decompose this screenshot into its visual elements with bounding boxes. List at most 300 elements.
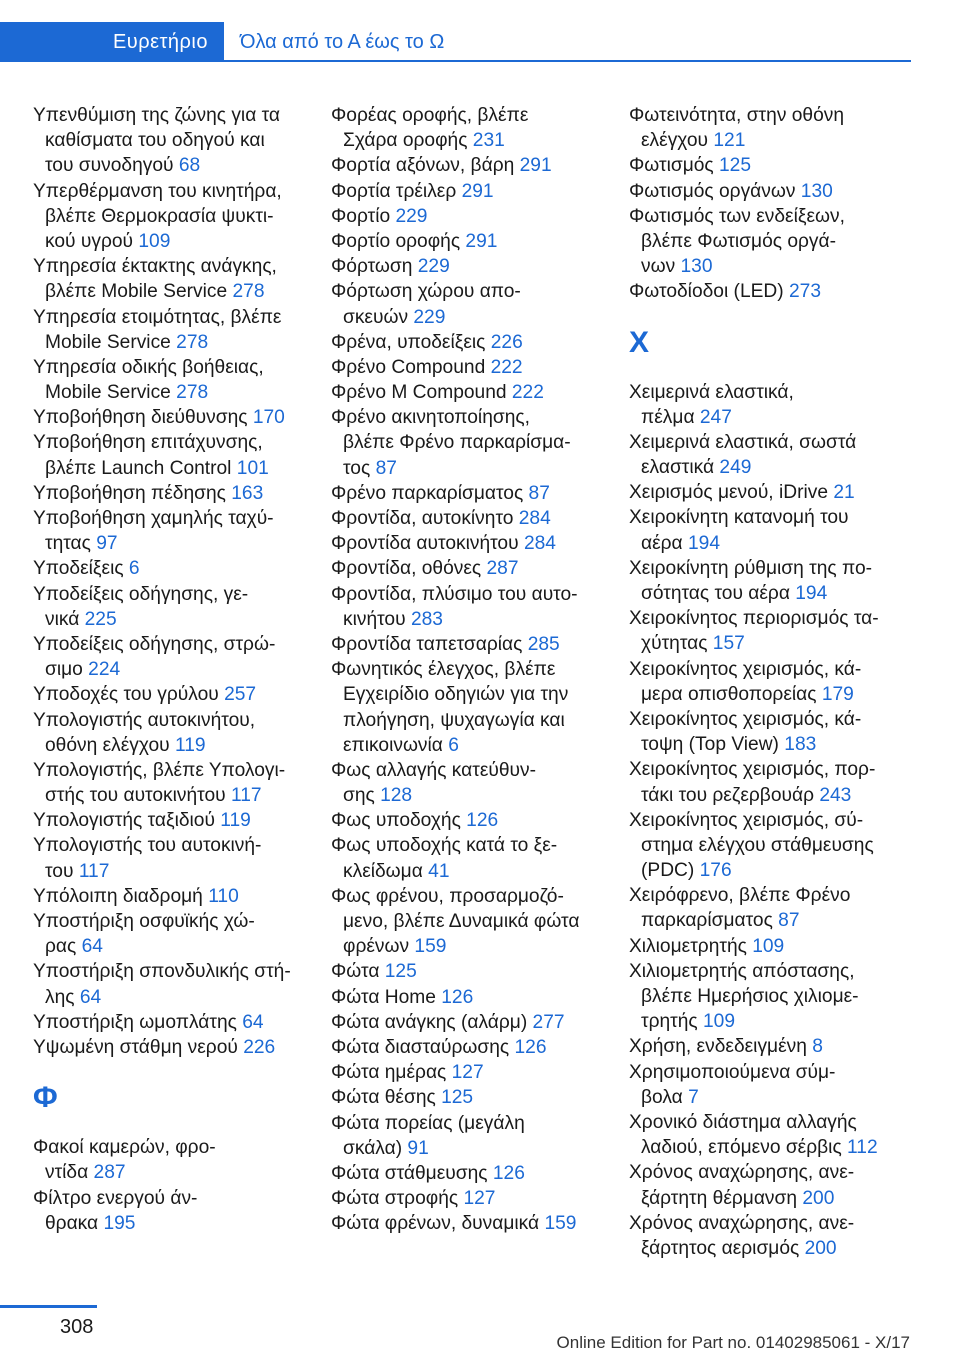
- page-link[interactable]: 222: [490, 356, 523, 378]
- page-link[interactable]: 224: [88, 659, 121, 681]
- entry-text: κινήτου: [343, 608, 411, 630]
- index-entry: [33, 1135, 323, 1160]
- entry-text: Υποδείξεις οδήγησης, στρώ-: [33, 633, 276, 655]
- page-link[interactable]: 157: [712, 633, 745, 655]
- index-entry: [629, 480, 929, 505]
- tab-a-to-z[interactable]: Όλα από το Α έως το Ω: [224, 22, 911, 62]
- page-link[interactable]: 127: [451, 1062, 484, 1084]
- index-entry-continuation: [331, 607, 621, 632]
- index-entry: [33, 405, 323, 430]
- index-entry-continuation: [331, 859, 621, 884]
- index-entry-continuation: [331, 456, 621, 481]
- index-entry: [33, 682, 323, 707]
- entry-text: σιμο: [45, 659, 89, 681]
- index-entry-continuation: [331, 682, 621, 707]
- tab-index[interactable]: Ευρετήριο: [0, 22, 224, 62]
- index-entry: [331, 254, 621, 279]
- entry-text: Υποδείξεις οδήγησης, γε-: [33, 583, 249, 605]
- index-entry-continuation: [33, 380, 323, 405]
- index-entry: [331, 833, 621, 858]
- page-number: 308: [60, 1316, 94, 1338]
- page-link[interactable]: 291: [465, 230, 498, 252]
- page-link[interactable]: 119: [220, 810, 251, 832]
- entry-text: Υπερθέρμανση του κινητήρα,: [33, 180, 282, 202]
- index-entry-continuation: [33, 279, 323, 304]
- index-entry: [629, 1034, 929, 1059]
- entry-text: τρητής: [641, 1011, 703, 1033]
- index-entry: [331, 405, 621, 430]
- entry-text: Υποδοχές του γρύλου: [33, 684, 225, 706]
- page-link[interactable]: 126: [514, 1036, 547, 1058]
- index-entry: [629, 1211, 929, 1236]
- index-entry-continuation: [33, 657, 323, 682]
- entry-text: Φωτισμός των ενδείξεων,: [629, 205, 845, 227]
- page-link[interactable]: 125: [384, 961, 417, 983]
- index-column-1: [33, 103, 323, 1236]
- page-link[interactable]: 128: [380, 785, 413, 807]
- entry-text: Φως υποδοχής κατά το ξε-: [331, 835, 558, 857]
- index-entry-continuation: [33, 733, 323, 758]
- entry-text: Φώτα στροφής: [331, 1188, 464, 1210]
- index-entry: [331, 229, 621, 254]
- entry-text: βλέπε Φρένο παρκαρίσμα-: [343, 432, 571, 454]
- index-entry: [33, 103, 323, 128]
- entry-text: λης: [45, 986, 80, 1008]
- index-entry: [331, 657, 621, 682]
- entry-text: Φώτα διασταύρωσης: [331, 1036, 515, 1058]
- index-entry-continuation: [33, 1211, 323, 1236]
- page-link[interactable]: 87: [375, 457, 397, 479]
- index-entry: [629, 1060, 929, 1085]
- index-entry: [629, 279, 929, 304]
- entry-text: ρας: [45, 936, 82, 958]
- index-entry: [629, 179, 929, 204]
- entry-text: λαδιού, επόμενο σέρβις: [641, 1137, 848, 1159]
- page-link[interactable]: 287: [486, 558, 519, 580]
- page-link[interactable]: 130: [800, 180, 833, 202]
- entry-text: Χιλιομετρητής: [629, 935, 753, 957]
- entry-text: Χειροκίνητη ρύθμιση της πο-: [629, 557, 873, 579]
- entry-text: Υπολογιστής, βλέπε Υπολογι-: [33, 759, 286, 781]
- index-entry-continuation: [629, 908, 929, 933]
- entry-text: Φώτα θέσης: [331, 1087, 442, 1109]
- page-link[interactable]: 200: [802, 1187, 835, 1209]
- index-entry-continuation: [33, 783, 323, 808]
- index-entry-continuation: [629, 229, 929, 254]
- index-entry-continuation: [33, 153, 323, 178]
- page-link[interactable]: 283: [410, 608, 443, 630]
- index-column-3: [629, 103, 929, 1261]
- entry-text: Υποβοήθηση χαμηλής ταχύ-: [33, 508, 274, 529]
- index-entry: [331, 1035, 621, 1060]
- entry-text: Χειροκίνητος χειρισμός, σύ-: [629, 809, 864, 831]
- page-link[interactable]: 170: [252, 407, 285, 429]
- page-link[interactable]: 226: [243, 1036, 276, 1058]
- index-entry-continuation: [33, 330, 323, 355]
- entry-text: στημα ελέγχου στάθμευσης: [641, 834, 874, 856]
- page-link[interactable]: 285: [527, 633, 560, 655]
- index-entry-continuation: [33, 934, 323, 959]
- page-link[interactable]: 119: [174, 734, 206, 756]
- page-link[interactable]: 229: [395, 205, 428, 227]
- index-entry: [33, 909, 323, 934]
- entry-text: κού υγρού: [45, 230, 139, 252]
- entry-text: Φώτα ανάγκης (αλάρμ): [331, 1011, 533, 1033]
- index-entry: [33, 808, 323, 833]
- entry-text: Φωτισμός οργάνων: [629, 180, 801, 202]
- page-link[interactable]: 127: [463, 1188, 496, 1210]
- index-entry: [331, 380, 621, 405]
- entry-text: Φόρτωση: [331, 256, 418, 278]
- entry-text: Χρήση, ενδεδειγμένη: [629, 1036, 813, 1058]
- entry-text: χύτητας: [641, 633, 713, 655]
- entry-text: αέρα: [641, 532, 688, 554]
- index-entry: [331, 1186, 621, 1211]
- index-entry: [33, 556, 323, 581]
- page-link[interactable]: 64: [79, 986, 102, 1008]
- index-entry: [629, 153, 929, 178]
- entry-text: ελαστικά: [641, 457, 720, 479]
- index-entry-continuation: [33, 859, 323, 884]
- index-entry-continuation: [331, 783, 621, 808]
- entry-text: Φροντίδα, οθόνες: [331, 558, 487, 580]
- index-entry: [331, 204, 621, 229]
- index-entry: [331, 884, 621, 909]
- index-entry: [331, 959, 621, 984]
- index-entry-continuation: [33, 456, 323, 481]
- page-link[interactable]: 200: [804, 1237, 837, 1259]
- index-entry: [33, 1186, 323, 1211]
- index-column-2: [331, 103, 621, 1236]
- page-link[interactable]: 226: [490, 331, 523, 353]
- page-link[interactable]: 278: [232, 281, 265, 303]
- entry-text: ελέγχου: [641, 130, 714, 152]
- entry-text: Υπηρεσία οδικής βοήθειας,: [33, 356, 264, 378]
- page-link[interactable]: 126: [466, 810, 499, 832]
- entry-text: τητας: [45, 533, 97, 555]
- index-entry: [331, 355, 621, 380]
- index-entry: [629, 707, 929, 732]
- entry-text: Χειροκίνητη κατανομή του: [629, 507, 849, 529]
- page-link[interactable]: 125: [719, 155, 752, 177]
- page-link[interactable]: 112: [847, 1137, 878, 1159]
- entry-text: Εγχειρίδιο οδηγιών για την: [343, 684, 569, 706]
- page-link[interactable]: 159: [544, 1213, 577, 1235]
- entry-text: Φρένα, υποδείξεις: [331, 331, 491, 353]
- index-entry-continuation: [629, 631, 929, 656]
- entry-text: Φωτεινότητα, στην οθόνη: [629, 105, 845, 126]
- footer-rule: [0, 1305, 97, 1308]
- index-entry-continuation: [33, 204, 323, 229]
- entry-text: Χειροκίνητος χειρισμός, κά-: [629, 708, 862, 730]
- page-link[interactable]: 159: [414, 936, 447, 958]
- index-entry-continuation: [629, 1135, 929, 1160]
- page-link[interactable]: 109: [752, 935, 785, 957]
- page-link[interactable]: 287: [93, 1162, 126, 1184]
- index-entry-continuation: [331, 128, 621, 153]
- index-entry: [33, 1010, 323, 1035]
- entry-text: νων: [641, 256, 681, 278]
- index-entry-continuation: [629, 405, 929, 430]
- page-link[interactable]: 229: [417, 256, 450, 278]
- page-link[interactable]: 121: [713, 130, 746, 152]
- index-entry: [629, 808, 929, 833]
- index-entry: [629, 657, 929, 682]
- page-link[interactable]: 68: [178, 155, 201, 177]
- page-link[interactable]: 229: [413, 306, 446, 328]
- entry-text: Υπηρεσία έκτακτης ανάγκης,: [33, 256, 277, 278]
- index-entry-continuation: [629, 1186, 929, 1211]
- entry-text: Φρένο M Compound: [331, 382, 512, 404]
- page-link[interactable]: 176: [699, 860, 732, 882]
- entry-text: του συνοδηγού: [45, 155, 179, 177]
- page-link[interactable]: 109: [703, 1011, 736, 1033]
- page-link[interactable]: 179: [821, 683, 854, 705]
- index-entry-continuation: [33, 607, 323, 632]
- entry-text: Φόρτωση χώρου απο-: [331, 281, 521, 303]
- page-link[interactable]: 257: [224, 684, 257, 706]
- entry-text: Φως υποδοχής: [331, 810, 467, 832]
- entry-text: στής του αυτοκινήτου: [45, 785, 231, 807]
- entry-text: Υποστήριξη ωμοπλάτης: [33, 1011, 243, 1033]
- entry-text: Φρένο ακινητοποίησης,: [331, 407, 530, 429]
- index-entry-continuation: [629, 1085, 929, 1110]
- entry-text: Υψωμένη στάθμη νερού: [33, 1036, 244, 1058]
- page-link[interactable]: 101: [236, 457, 269, 479]
- page-link[interactable]: 194: [688, 532, 721, 554]
- entry-text: Χειμερινά ελαστικά, σωστά: [629, 431, 857, 453]
- page-link[interactable]: 277: [532, 1011, 565, 1033]
- index-entry-continuation: [33, 531, 323, 556]
- index-entry: [331, 531, 621, 556]
- index-entry: [629, 934, 929, 959]
- page-link[interactable]: 125: [441, 1087, 474, 1109]
- index-entry-continuation: [629, 1009, 929, 1034]
- entry-text: του: [45, 860, 79, 882]
- index-entry-continuation: [629, 732, 929, 757]
- entry-text: Υπενθύμιση της ζώνης για τα: [33, 105, 281, 126]
- entry-text: Φορτίο: [331, 205, 396, 227]
- entry-text: πλοήγηση, ψυχαγωγία και: [343, 709, 565, 731]
- section-letter: Χ: [629, 325, 650, 359]
- page-link[interactable]: 6: [128, 558, 140, 580]
- page-link[interactable]: 64: [81, 936, 103, 958]
- entry-text: Φροντίδα, αυτοκίνητο: [331, 508, 519, 529]
- page-link[interactable]: 278: [176, 331, 209, 353]
- index-entry-continuation: [331, 934, 621, 959]
- entry-text: κλείδωμα: [343, 860, 429, 882]
- page-link[interactable]: 247: [699, 406, 732, 428]
- page-link[interactable]: 195: [103, 1212, 136, 1234]
- index-entry: [33, 833, 323, 858]
- entry-text: πέλμα: [641, 406, 700, 428]
- index-entry: [331, 1060, 621, 1085]
- index-entry: [331, 103, 621, 128]
- index-entry: [331, 1010, 621, 1035]
- page-link[interactable]: 130: [680, 256, 713, 278]
- index-entry-continuation: [331, 708, 621, 733]
- entry-text: σης: [343, 785, 381, 807]
- entry-text: Χρόνος αναχώρησης, ανε-: [629, 1162, 855, 1184]
- entry-text: Χρησιμοποιούμενα σύμ-: [629, 1061, 836, 1083]
- entry-text: Φώτα πορείας (μεγάλη: [331, 1112, 525, 1134]
- page-link[interactable]: 243: [819, 784, 852, 806]
- entry-text: Χειροκίνητος περιορισμός τα-: [629, 608, 879, 630]
- page-link[interactable]: 97: [96, 533, 118, 555]
- entry-text: Φορτία αξόνων, βάρη: [331, 155, 520, 177]
- entry-text: ξάρτητη θέρμανση: [641, 1187, 803, 1209]
- index-entry: [33, 254, 323, 279]
- index-entry: [331, 279, 621, 304]
- page-link[interactable]: 7: [688, 1086, 699, 1108]
- index-entry: [33, 708, 323, 733]
- header-tabs: [0, 22, 895, 62]
- index-entry-continuation: [629, 984, 929, 1009]
- index-entry: [331, 153, 621, 178]
- entry-text: βλέπε Launch Control: [45, 457, 237, 479]
- page-link[interactable]: 225: [84, 608, 117, 630]
- page-link[interactable]: 6: [448, 734, 459, 756]
- page-link[interactable]: 117: [78, 860, 110, 882]
- entry-text: καθίσματα του οδηγού και: [45, 130, 265, 152]
- entry-text: Φρένο Compound: [331, 356, 491, 378]
- section-letter: Φ: [33, 1081, 58, 1115]
- page-link[interactable]: 41: [428, 860, 450, 882]
- entry-text: Σχάρα οροφής: [343, 130, 473, 152]
- index-entry: [629, 606, 929, 631]
- entry-text: Φως φρένου, προσαρμοζό-: [331, 885, 564, 907]
- page-link[interactable]: 273: [789, 281, 822, 303]
- entry-text: Φώτα στάθμευσης: [331, 1162, 493, 1184]
- page-link[interactable]: 194: [795, 583, 828, 604]
- entry-text: φρένων: [343, 936, 415, 958]
- entry-text: Φώτα Home: [331, 986, 442, 1008]
- page-link[interactable]: 163: [231, 482, 264, 504]
- index-entry-continuation: [331, 909, 621, 934]
- page-link[interactable]: 291: [461, 180, 494, 202]
- index-entry-continuation: [33, 128, 323, 153]
- index-entry-continuation: [33, 229, 323, 254]
- page-link[interactable]: 91: [407, 1137, 429, 1159]
- entry-text: βλέπε Θερμοκρασία ψυκτι-: [45, 205, 274, 227]
- page-link[interactable]: 87: [528, 482, 550, 504]
- page-link[interactable]: 87: [778, 910, 800, 932]
- index-entry-continuation: [629, 455, 929, 480]
- entry-text: Υπολογιστής ταξιδιού: [33, 810, 221, 832]
- index-entry: [331, 179, 621, 204]
- index-entry-continuation: [629, 128, 929, 153]
- page-link[interactable]: 291: [519, 155, 552, 177]
- page-link[interactable]: 8: [812, 1036, 823, 1058]
- page-link[interactable]: 109: [138, 230, 171, 252]
- index-entry: [629, 103, 929, 128]
- entry-text: σκάλα): [343, 1137, 408, 1159]
- entry-text: βλέπε Mobile Service: [45, 281, 233, 303]
- entry-text: Χρονικό διάστημα αλλαγής: [629, 1111, 857, 1133]
- entry-text: Φως αλλαγής κατεύθυν-: [331, 759, 537, 781]
- index-entry: [331, 632, 621, 657]
- entry-text: βλέπε Φωτισμός οργά-: [641, 230, 836, 252]
- page-link[interactable]: 284: [523, 533, 556, 555]
- entry-text: Χειμερινά ελαστικά,: [629, 381, 794, 403]
- entry-text: τος: [343, 457, 376, 479]
- entry-text: Υπολογιστής του αυτοκινή-: [33, 835, 262, 857]
- index-entry: [331, 330, 621, 355]
- entry-text: ξάρτητος αερισμός: [641, 1237, 805, 1259]
- index-entry: [629, 556, 929, 581]
- index-entry: [331, 506, 621, 531]
- entry-text: Φώτα φρένων, δυναμικά: [331, 1213, 545, 1235]
- entry-text: μερα οπισθοπορείας: [641, 683, 822, 705]
- page-link[interactable]: 21: [833, 482, 855, 504]
- entry-text: Χειρισμός μενού, iDrive: [629, 482, 834, 504]
- index-entry: [33, 758, 323, 783]
- index-entry: [629, 505, 929, 530]
- index-entry-continuation: [33, 1160, 323, 1185]
- page-link[interactable]: 117: [230, 785, 262, 807]
- page-link[interactable]: 110: [208, 885, 239, 907]
- entry-text: Φορτία τρέιλερ: [331, 180, 462, 202]
- entry-text: Φροντίδα ταπετσαρίας: [331, 633, 528, 655]
- entry-text: Φωτισμός: [629, 155, 720, 177]
- index-entry: [33, 481, 323, 506]
- entry-text: Φώτα ημέρας: [331, 1062, 452, 1084]
- index-entry: [629, 1110, 929, 1135]
- entry-text: Υποστήριξη σπονδυλικής στή-: [33, 961, 291, 983]
- entry-text: μενο, βλέπε Δυναμικά φώτα: [343, 911, 580, 932]
- index-entry: [33, 305, 323, 330]
- entry-text: θρακα: [45, 1212, 104, 1234]
- page-link[interactable]: 284: [518, 508, 551, 529]
- entry-text: βλέπε Ημερήσιος χιλιομε-: [641, 986, 859, 1007]
- index-entry: [33, 959, 323, 984]
- index-entry: [629, 430, 929, 455]
- entry-text: Υποδείξεις: [33, 558, 129, 580]
- index-entry: [331, 1211, 621, 1236]
- entry-text: Χρόνος αναχώρησης, ανε-: [629, 1212, 855, 1234]
- page-link[interactable]: 64: [242, 1011, 264, 1033]
- index-entry-continuation: [33, 985, 323, 1010]
- index-entry: [331, 582, 621, 607]
- index-entry: [33, 506, 323, 531]
- entry-text: Φροντίδα αυτοκινήτου: [331, 533, 524, 555]
- index-entry: [331, 985, 621, 1010]
- page-link[interactable]: 249: [719, 457, 752, 479]
- entry-text: Φωνητικός έλεγχος, βλέπε: [331, 659, 556, 681]
- entry-text: Φορέας οροφής, βλέπε: [331, 105, 529, 126]
- index-entry: [33, 884, 323, 909]
- entry-text: σότητας του αέρα: [641, 583, 796, 604]
- index-entry: [331, 1161, 621, 1186]
- page-link[interactable]: 231: [472, 130, 505, 152]
- page-link[interactable]: 278: [176, 382, 209, 404]
- index-entry-continuation: [629, 682, 929, 707]
- entry-text: Mobile Service: [45, 331, 177, 353]
- page-link[interactable]: 183: [784, 734, 817, 756]
- index-entry: [33, 179, 323, 204]
- page-link[interactable]: 126: [441, 986, 474, 1008]
- entry-text: Χειροκίνητος χειρισμός, κά-: [629, 658, 862, 680]
- index-entry: [331, 1111, 621, 1136]
- index-entry-continuation: [629, 858, 929, 883]
- entry-text: Φίλτρο ενεργού άν-: [33, 1187, 198, 1209]
- page-link[interactable]: 222: [511, 382, 544, 404]
- index-entry: [331, 808, 621, 833]
- entry-text: Υποβοήθηση διεύθυνσης: [33, 407, 253, 429]
- page-link[interactable]: 126: [492, 1162, 525, 1184]
- index-entry-continuation: [331, 733, 621, 758]
- entry-text: παρκαρίσματος: [641, 910, 779, 932]
